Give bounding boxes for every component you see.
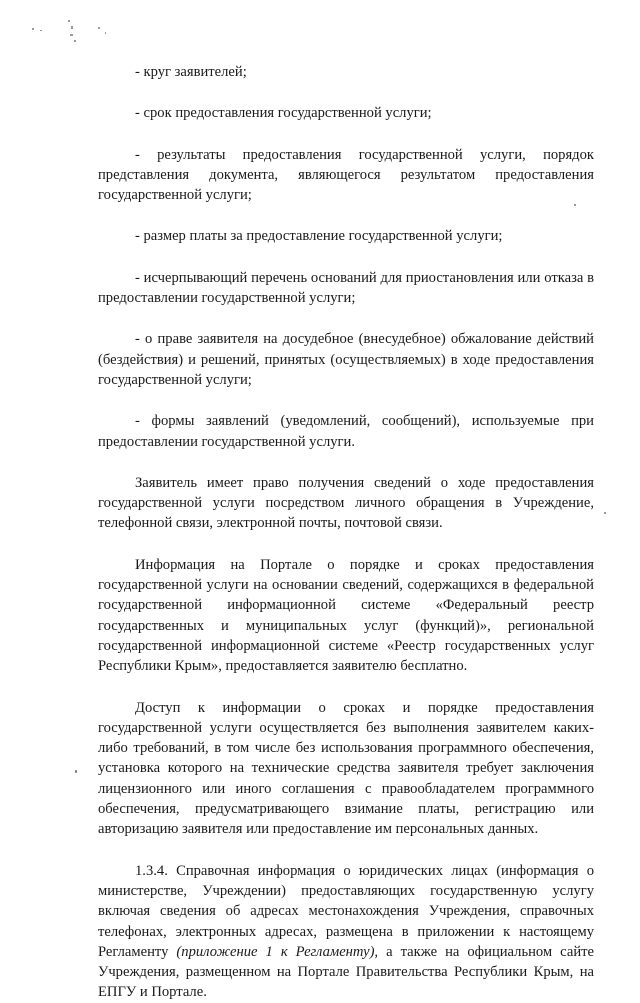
scan-speck — [604, 512, 606, 514]
appendix-reference: (приложение 1 к Регламенту), — [176, 943, 379, 960]
list-item: - результаты предоставления государственной услуги, порядок представления документа, являющегося результатом предоставления государственной услуги; — [98, 146, 594, 204]
list-item: - формы заявлений (уведомлений, сообщений), используемые при предоставлении государственной услуги. — [98, 413, 594, 450]
paragraph: Доступ к информации о сроках и порядке предоставления государственной услуги осуществляется без выполнения заявителем каких-либо требований, в том числе без использования программного обеспечения, установка которого на технические средства заявителя требует заключения лицензионного или иного соглашения с правообладателем программного обеспечения, предусматривающего взимание платы, регистрацию или авторизацию заявителя или предоставление им персональных данных. — [98, 699, 594, 838]
paragraph: Заявитель имеет право получения сведений о ходе предоставления государственной услуги посредством личного обращения в Учреждение, телефонной связи, электронной почты, почтовой связи. — [98, 474, 594, 532]
list-item: - о праве заявителя на досудебное (внесудебное) обжалование действий (бездействия) и решений, принятых (осуществляемых) в ходе предоставления государственной услуги; — [98, 331, 594, 388]
section-text: 1.3.4. Справочная информация о юридических лицах (информация о министерстве, Учреждении) предоставляющих государственную услугу включая сведения об адресах местонахождения Учреждения, справочных телефонах, электронных адресах, размещена в приложении к настоящему Регламенту — [98, 862, 594, 960]
list-item: - исчерпывающий перечень оснований для приостановления или отказа в предоставлении государственной услуги; — [98, 269, 594, 307]
scan-speck — [75, 770, 77, 773]
list-item: - круг заявителей; — [135, 64, 247, 80]
section-text: а также на официальном сайте Учреждения, размещенном на Портале Правительства Республики Крым, на ЕПГУ и Портале. — [98, 943, 594, 1001]
section-1-3-4 — [98, 861, 594, 1003]
list-item: - размер платы за предоставление государственной услуги; — [135, 228, 503, 245]
paragraph: Информация на Портале о порядке и сроках предоставления государственной услуги на основании сведений, содержащихся в федеральной государственной информационной системе «Федеральный реестр государственных и муниципальных услуг (функций)», региональной государственной информационной системе «Реестр государственных услуг Республики Крым», предоставляется заявителю бесплатно. — [98, 556, 594, 675]
scan-artifact — [30, 18, 120, 48]
document-page — [98, 62, 594, 1003]
list-item: - срок предоставления государственной услуги; — [135, 105, 432, 122]
